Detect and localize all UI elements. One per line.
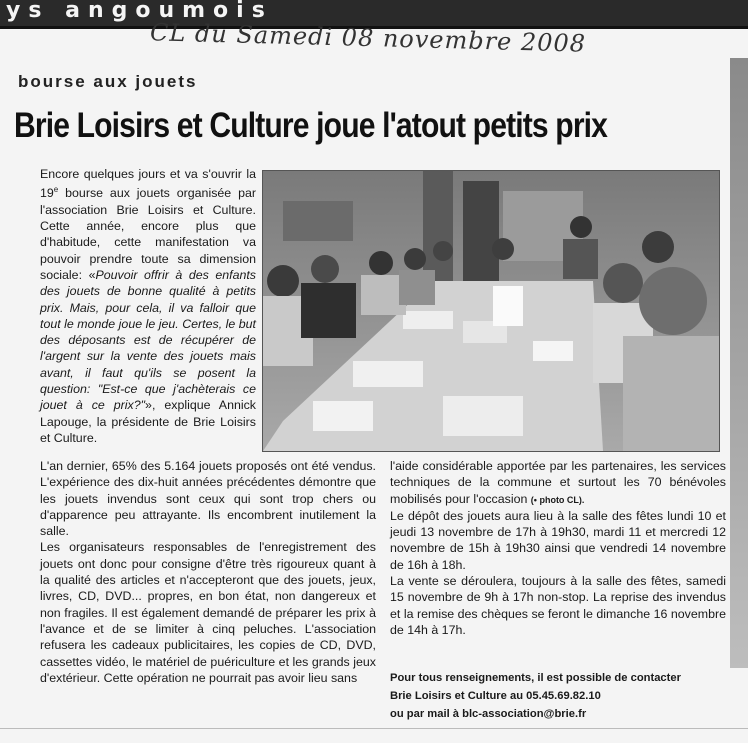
body-text: l'aide considérable apportée par les partenaires, les services techniques de la commune et surtout les 70 bénévoles mobilisés pour l'occasion [390,459,726,506]
ordinal-superscript: e [53,185,59,195]
body-column-right [390,458,726,638]
intro-column [40,166,256,446]
photo-credit: (• photo CL). [530,494,585,505]
intro-quote: Pouvoir offrir à des enfants des jouets de bonne qualité à petits prix. Mais, pour cela, il va falloir que tout le monde joue le jeu. Certes, le but des déposants est de récupérer de l'argent sur la vente des jouets mais avant, il faut qu'ils se posent la question: "Est-ce que j'achèterais ce jouet à ce prix?" [40,267,256,413]
article-photo [262,170,720,452]
contact-line: Brie Loisirs et Culture au 05.45.69.82.10 [390,690,601,702]
article-kicker: bourse aux jouets [18,72,198,91]
body-column-left [40,458,376,686]
page-edge-bar [730,58,748,668]
handwritten-date-note: CL du Samedi 08 novembre 2008 [149,18,587,58]
contact-line: Pour tous renseignements, il est possible de contacter [390,672,681,684]
article-headline: Brie Loisirs et Culture joue l'atout petits prix [14,106,608,145]
contact-info [390,669,726,723]
section-title: ys angoumois [6,0,273,23]
intro-paragraph [40,166,256,446]
intro-attribution: », explique Annick Lapouge, la présidente de Brie Loisirs et Culture. [40,398,256,445]
body-paragraph [390,458,726,508]
intro-text-start: Encore quelques jours et va s'ouvrir la 19 [40,167,256,201]
body-paragraph: Les organisateurs responsables de l'enregistrement des jouets ont donc pour consigne d'être très rigoureux quant à la qualité des articles et n'accepteront que des jouets, jeux, livres, CD, DVD... propres, en bon état, non dangereux et non fragiles. Il est également demandé de préparer les prix à l'avance et de se limiter à cinq peluches. L'association refusera les cadeaux publicitaires, les copies de CD, DVD, cassettes vidéo, le matériel de puériculture et les grands jeux d'extérieur. Cette opération ne pourrait pas avoir lieu sans [40,540,376,685]
body-paragraph: Le dépôt des jouets aura lieu à la salle des fêtes lundi 10 et jeudi 13 novembre de 17h à 19h30, mardi 11 et mercredi 12 novembre de 15h à 19h30 ainsi que vendredi 14 novembre de 16h à 18h. [390,508,726,572]
intro-text: bourse aux jouets organisée par l'association Brie Loisirs et Culture. Cette année, encore plus que d'habitude, cette manifestation va pouvoir prendre toute sa dimension sociale: « [40,186,256,282]
bottom-divider [0,728,748,729]
body-paragraph: La vente se déroulera, toujours à la salle des fêtes, samedi 15 novembre de 9h à 17h non-stop. La reprise des invendus et la remise des chèques se feront le dimanche 16 novembre de 14h à 17h. [390,574,726,637]
photo-volunteers-at-table [263,171,719,451]
body-paragraph: L'an dernier, 65% des 5.164 jouets proposés ont été vendus. L'expérience des dix-huit années précédentes démontre que les jouets invendus sont ceux qui sont trop chers ou d'apparence peu attrayante. Ils encombrent inutilement la salle. [40,459,376,539]
contact-line: ou par mail à blc-association@brie.fr [390,708,587,720]
